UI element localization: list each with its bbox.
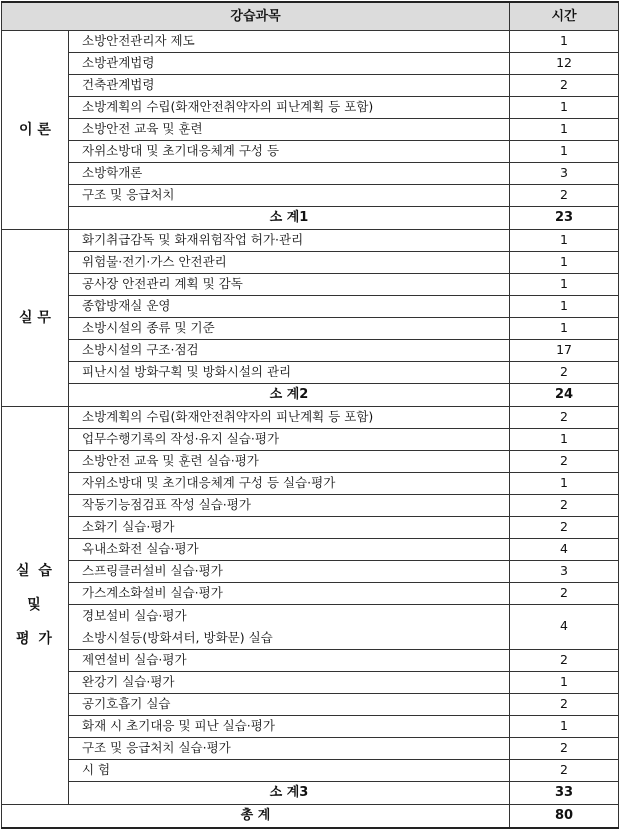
section-practice: 실 무 — [2, 229, 69, 406]
table-row — [2, 30, 619, 52]
course-name: 소방계획의 수립(화재안전취약자의 피난계획 등 포함) — [69, 406, 510, 428]
course-hours: 1 — [510, 317, 619, 339]
course-hours: 4 — [510, 538, 619, 560]
course-name: 위험물·전기·가스 안전관리 — [69, 251, 510, 273]
course-name: 종합방재실 운영 — [69, 295, 510, 317]
table-row — [2, 428, 619, 450]
course-hours: 1 — [510, 428, 619, 450]
table-row — [2, 516, 619, 538]
course-hours: 2 — [510, 494, 619, 516]
course-name: 소방계획의 수립(화재안전취약자의 피난계획 등 포함) — [69, 96, 510, 118]
table-row — [2, 229, 619, 251]
course-name: 작동기능점검표 작성 실습·평가 — [69, 494, 510, 516]
course-name: 업무수행기록의 작성·유지 실습·평가 — [69, 428, 510, 450]
subtotal-value: 23 — [510, 206, 619, 229]
grand-total-label: 총 계 — [2, 804, 510, 828]
course-name: 화기취급감독 및 화재위험작업 허가·관리 — [69, 229, 510, 251]
course-name: 건축관계법령 — [69, 74, 510, 96]
subtotal-value: 33 — [510, 781, 619, 804]
table-row — [2, 96, 619, 118]
grand-total-value: 80 — [510, 804, 619, 828]
course-name: 구조 및 응급처치 — [69, 184, 510, 206]
course-name: 공사장 안전관리 계획 및 감독 — [69, 273, 510, 295]
course-name: 제연설비 실습·평가 — [69, 649, 510, 671]
course-name: 소방시설의 종류 및 기준 — [69, 317, 510, 339]
course-hours: 3 — [510, 560, 619, 582]
course-hours: 1 — [510, 118, 619, 140]
table-row — [2, 162, 619, 184]
table-row — [2, 759, 619, 781]
table-row — [2, 649, 619, 671]
course-name: 피난시설 방화구획 및 방화시설의 관리 — [69, 361, 510, 383]
subtotal-label: 소 계1 — [69, 206, 510, 229]
course-name: 시 험 — [69, 759, 510, 781]
header-hours: 시간 — [510, 2, 619, 30]
header-course: 강습과목 — [2, 2, 510, 30]
course-hours: 2 — [510, 737, 619, 759]
course-name: 소방학개론 — [69, 162, 510, 184]
course-hours: 1 — [510, 472, 619, 494]
course-hours: 1 — [510, 96, 619, 118]
table-row — [2, 140, 619, 162]
table-row — [2, 52, 619, 74]
course-hours: 1 — [510, 30, 619, 52]
table-row — [2, 406, 619, 428]
table-row — [2, 671, 619, 693]
course-name: 완강기 실습·평가 — [69, 671, 510, 693]
course-hours: 2 — [510, 406, 619, 428]
course-name: 소방안전 교육 및 훈련 — [69, 118, 510, 140]
course-hours: 1 — [510, 251, 619, 273]
subtotal-row-training — [2, 781, 619, 804]
table-row — [2, 251, 619, 273]
course-hours: 12 — [510, 52, 619, 74]
course-name: 소방시설의 구조·점검 — [69, 339, 510, 361]
subtotal-value: 24 — [510, 383, 619, 406]
course-hours: 1 — [510, 273, 619, 295]
table-row — [2, 737, 619, 759]
course-hours: 1 — [510, 671, 619, 693]
course-hours: 4 — [510, 604, 619, 649]
course-hours: 2 — [510, 693, 619, 715]
table-row — [2, 339, 619, 361]
subtotal-row-practice — [2, 383, 619, 406]
course-name: 경보설비 실습·평가 소방시설등(방화셔터, 방화문) 실습 — [69, 604, 510, 649]
course-name: 자위소방대 및 초기대응체계 구성 등 — [69, 140, 510, 162]
course-hours: 2 — [510, 74, 619, 96]
course-hours: 2 — [510, 184, 619, 206]
table-row — [2, 715, 619, 737]
course-name: 가스계소화설비 실습·평가 — [69, 582, 510, 604]
course-hours: 2 — [510, 516, 619, 538]
table-row — [2, 450, 619, 472]
course-name: 공기호흡기 실습 — [69, 693, 510, 715]
course-hours: 2 — [510, 361, 619, 383]
table-row — [2, 184, 619, 206]
section-theory: 이 론 — [2, 30, 69, 229]
table-row — [2, 472, 619, 494]
course-hours: 2 — [510, 649, 619, 671]
table-row — [2, 494, 619, 516]
table-row — [2, 74, 619, 96]
table-row — [2, 361, 619, 383]
course-name: 소방안전 교육 및 훈련 실습·평가 — [69, 450, 510, 472]
subtotal-row-theory — [2, 206, 619, 229]
course-hours: 2 — [510, 450, 619, 472]
course-hours: 1 — [510, 229, 619, 251]
table-row — [2, 693, 619, 715]
course-hours: 1 — [510, 715, 619, 737]
course-name: 소방관계법령 — [69, 52, 510, 74]
subtotal-label: 소 계2 — [69, 383, 510, 406]
table-row — [2, 295, 619, 317]
grand-total-row — [2, 804, 619, 828]
course-hours: 17 — [510, 339, 619, 361]
course-hours: 1 — [510, 295, 619, 317]
table-row — [2, 560, 619, 582]
table-row — [2, 538, 619, 560]
table-row — [2, 582, 619, 604]
table-row-merged — [2, 604, 619, 649]
course-hours: 2 — [510, 582, 619, 604]
course-name: 화재 시 초기대응 및 피난 실습·평가 — [69, 715, 510, 737]
subtotal-label: 소 계3 — [69, 781, 510, 804]
course-hours: 3 — [510, 162, 619, 184]
table-row — [2, 118, 619, 140]
course-name: 구조 및 응급처치 실습·평가 — [69, 737, 510, 759]
course-name: 스프링클러설비 실습·평가 — [69, 560, 510, 582]
table-header-row — [2, 2, 619, 30]
course-name: 소방안전관리자 제도 — [69, 30, 510, 52]
section-training: 실 습 및 평 가 — [2, 406, 69, 804]
course-hours: 2 — [510, 759, 619, 781]
table-row — [2, 317, 619, 339]
course-name: 옥내소화전 실습·평가 — [69, 538, 510, 560]
curriculum-table — [1, 1, 619, 829]
table-row — [2, 273, 619, 295]
course-name: 자위소방대 및 초기대응체계 구성 등 실습·평가 — [69, 472, 510, 494]
course-name: 소화기 실습·평가 — [69, 516, 510, 538]
course-hours: 1 — [510, 140, 619, 162]
